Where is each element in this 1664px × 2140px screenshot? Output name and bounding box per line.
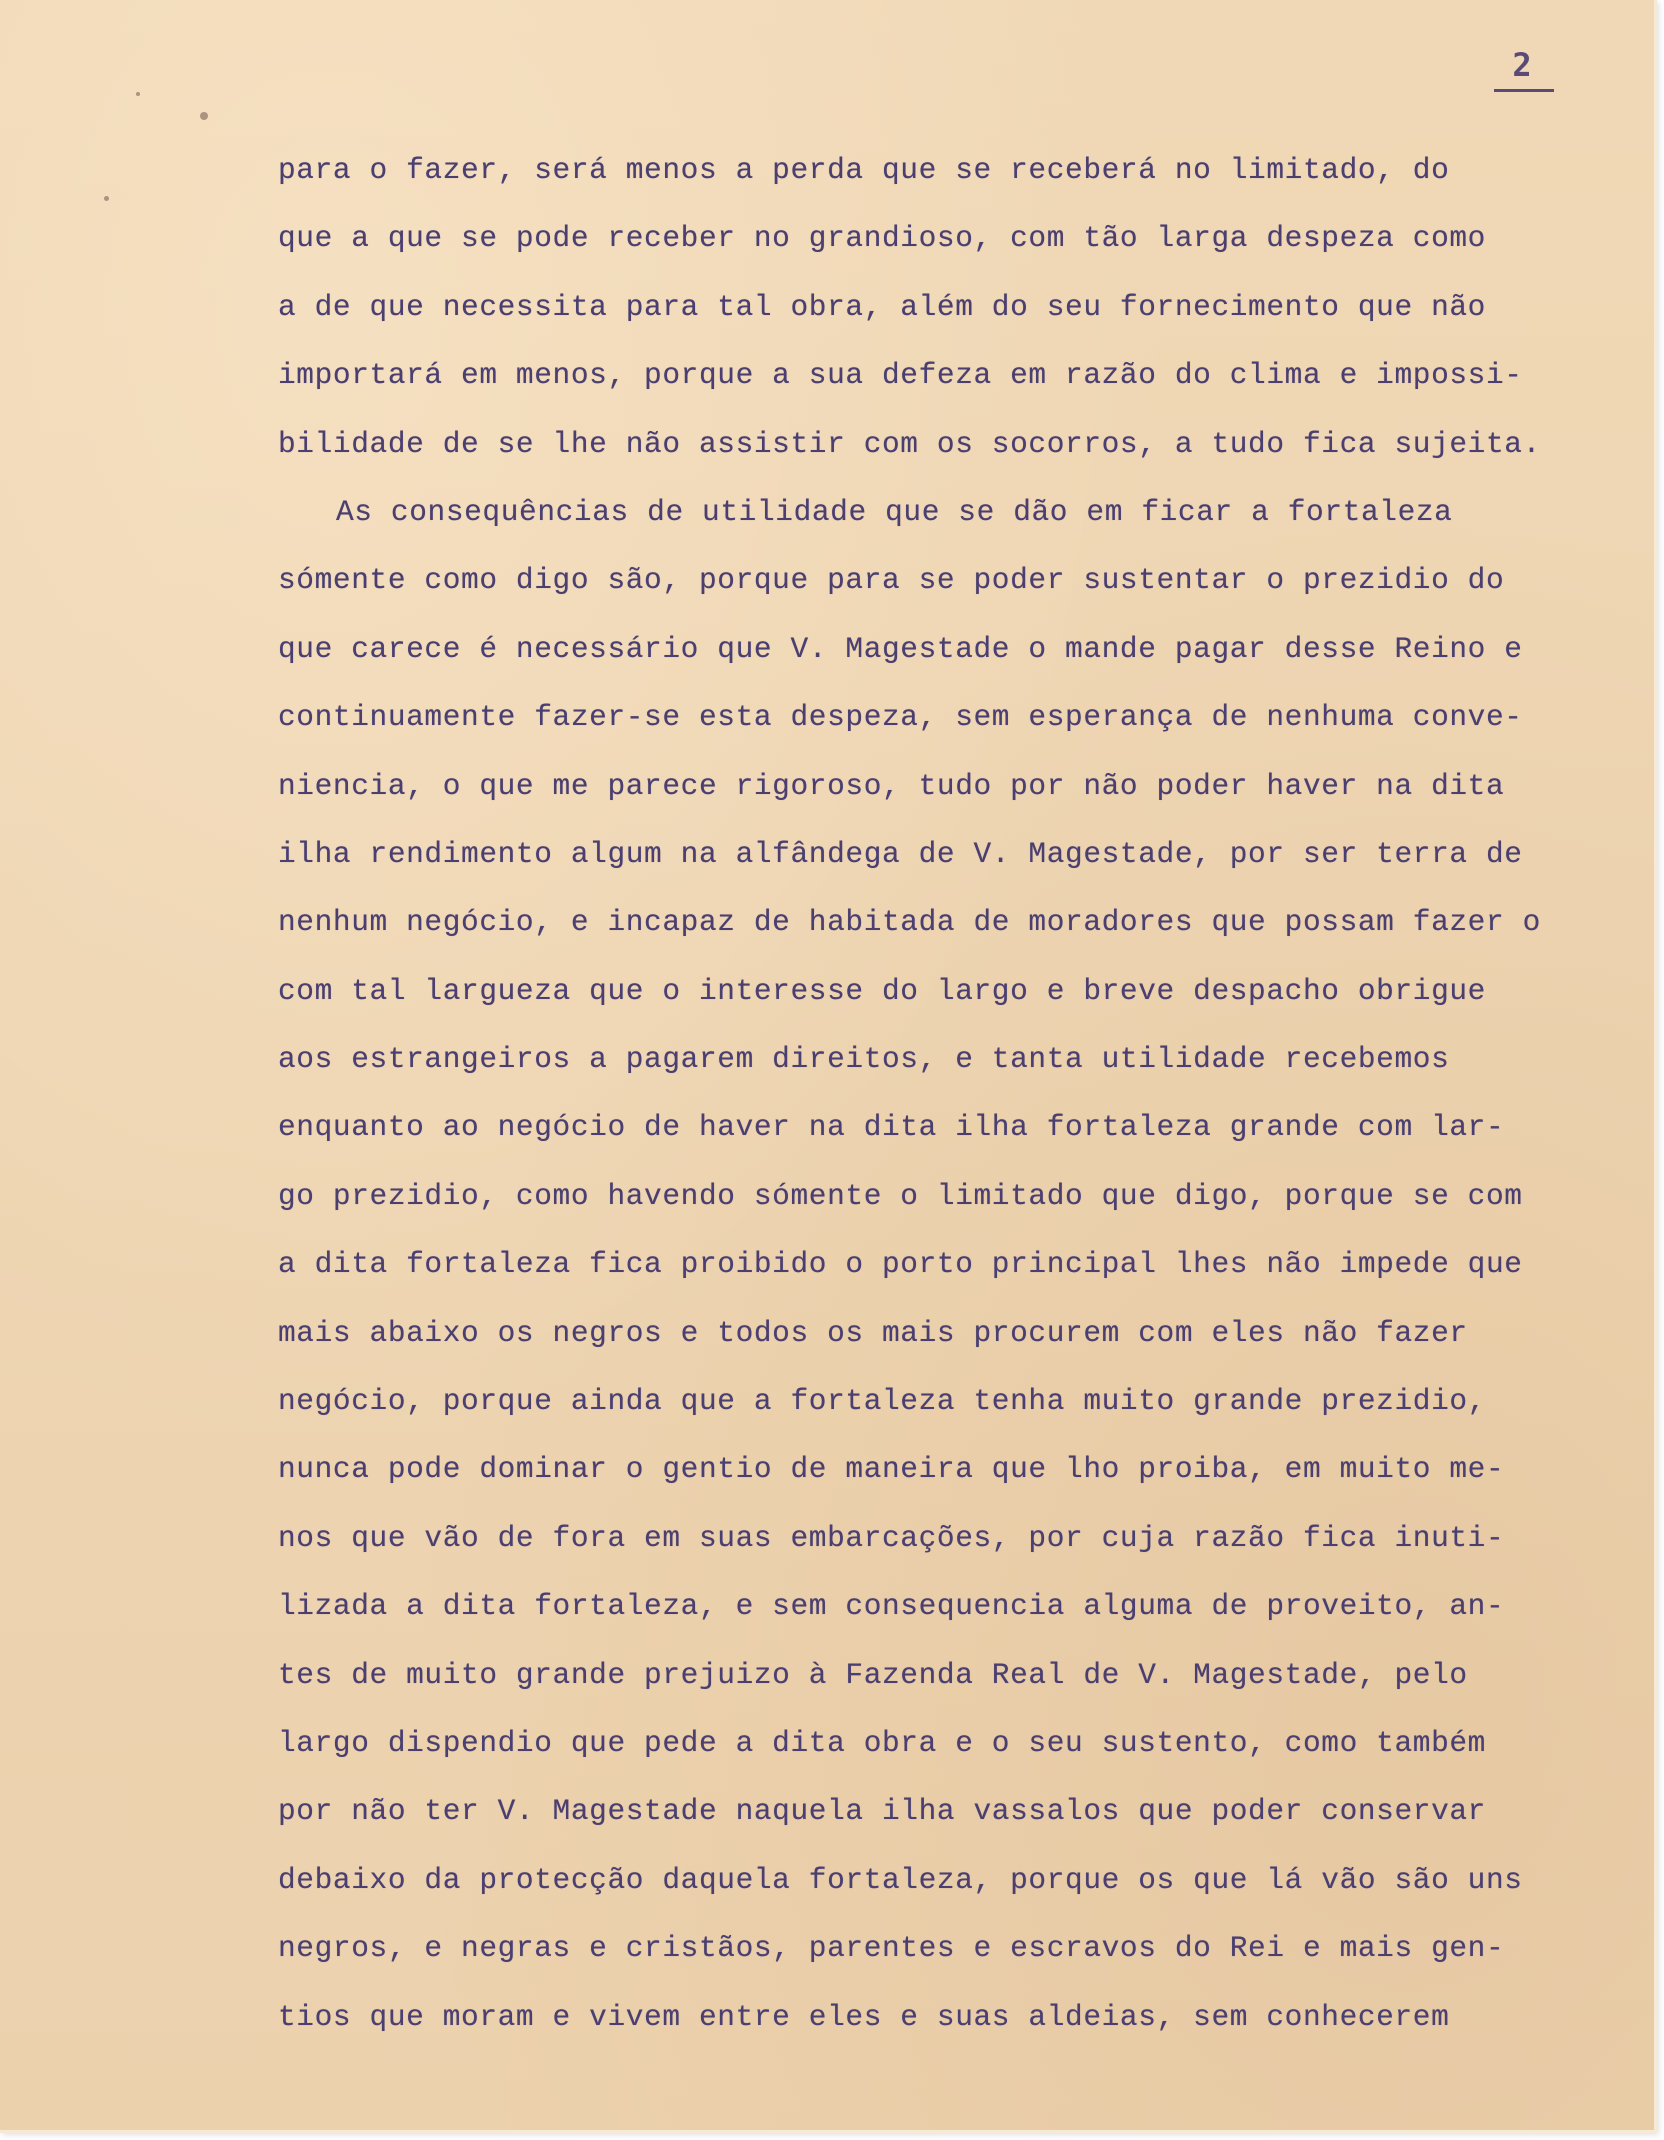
text-line: largo dispendio que pede a dita obra e o seu sustento, como também xyxy=(278,1725,1486,1760)
text-line: tios que moram e vivem entre eles e suas aldeias, sem conhecerem xyxy=(278,1999,1450,2034)
text-line: nunca pode dominar o gentio de maneira que lho proiba, em muito me- xyxy=(278,1452,1505,1487)
document-body xyxy=(262,150,1662,2065)
text-line: sómente como digo são, porque para se poder sustentar o prezidio do xyxy=(278,563,1505,598)
text-line: bilidade de se lhe não assistir com os socorros, a tudo fica sujeita. xyxy=(278,426,1541,461)
text-line: continuamente fazer-se esta despeza, sem esperança de nenhuma conve- xyxy=(278,700,1523,735)
text-line: que a que se pode receber no grandioso, com tão larga despeza como xyxy=(278,221,1486,256)
text-line: niencia, o que me parece rigoroso, tudo por não poder haver na dita xyxy=(278,768,1505,803)
text-line: a de que necessita para tal obra, além do seu fornecimento que não xyxy=(278,289,1486,324)
text-line: por não ter V. Magestade naquela ilha vassalos que poder conservar xyxy=(278,1794,1486,1829)
text-line: nenhum negócio, e incapaz de habitada de moradores que possam fazer o xyxy=(278,905,1541,940)
text-line: importará em menos, porque a sua defeza em razão do clima e impossi- xyxy=(278,358,1523,393)
paper-speck xyxy=(136,92,140,96)
text-line: aos estrangeiros a pagarem direitos, e tanta utilidade recebemos xyxy=(278,1042,1450,1077)
text-line: a dita fortaleza fica proibido o porto principal lhes não impede que xyxy=(278,1247,1523,1282)
page-number: 2 xyxy=(1512,46,1532,84)
text-line: nos que vão de fora em suas embarcações, por cuja razão fica inuti- xyxy=(278,1520,1505,1555)
text-line: enquanto ao negócio de haver na dita ilha fortaleza grande com lar- xyxy=(278,1110,1505,1145)
paragraph-first-line: As consequências de utilidade que se dão em ficar a fortaleza xyxy=(336,494,1453,529)
text-line: mais abaixo os negros e todos os mais procurem com eles não fazer xyxy=(278,1315,1468,1350)
text-line: debaixo da protecção daquela fortaleza, porque os que lá vão são uns xyxy=(278,1862,1523,1897)
text-line: com tal largueza que o interesse do largo e breve despacho obrigue xyxy=(278,973,1486,1008)
paper-speck xyxy=(104,196,109,201)
text-line: lizada a dita fortaleza, e sem consequencia alguma de proveito, an- xyxy=(278,1589,1505,1624)
paper-speck xyxy=(200,112,208,120)
page-number-underline xyxy=(1494,89,1554,92)
text-line: que carece é necessário que V. Magestade o mande pagar desse Reino e xyxy=(278,631,1523,666)
text-line: go prezidio, como havendo sómente o limitado que digo, porque se com xyxy=(278,1178,1523,1213)
text-line: tes de muito grande prejuizo à Fazenda Real de V. Magestade, pelo xyxy=(278,1657,1468,1692)
text-line: negócio, porque ainda que a fortaleza tenha muito grande prezidio, xyxy=(278,1384,1486,1419)
text-line: negros, e negras e cristãos, parentes e escravos do Rei e mais gen- xyxy=(278,1931,1505,1966)
text-line: ilha rendimento algum na alfândega de V. Magestade, por ser terra de xyxy=(278,836,1523,871)
text-line: para o fazer, será menos a perda que se receberá no limitado, do xyxy=(278,153,1450,187)
